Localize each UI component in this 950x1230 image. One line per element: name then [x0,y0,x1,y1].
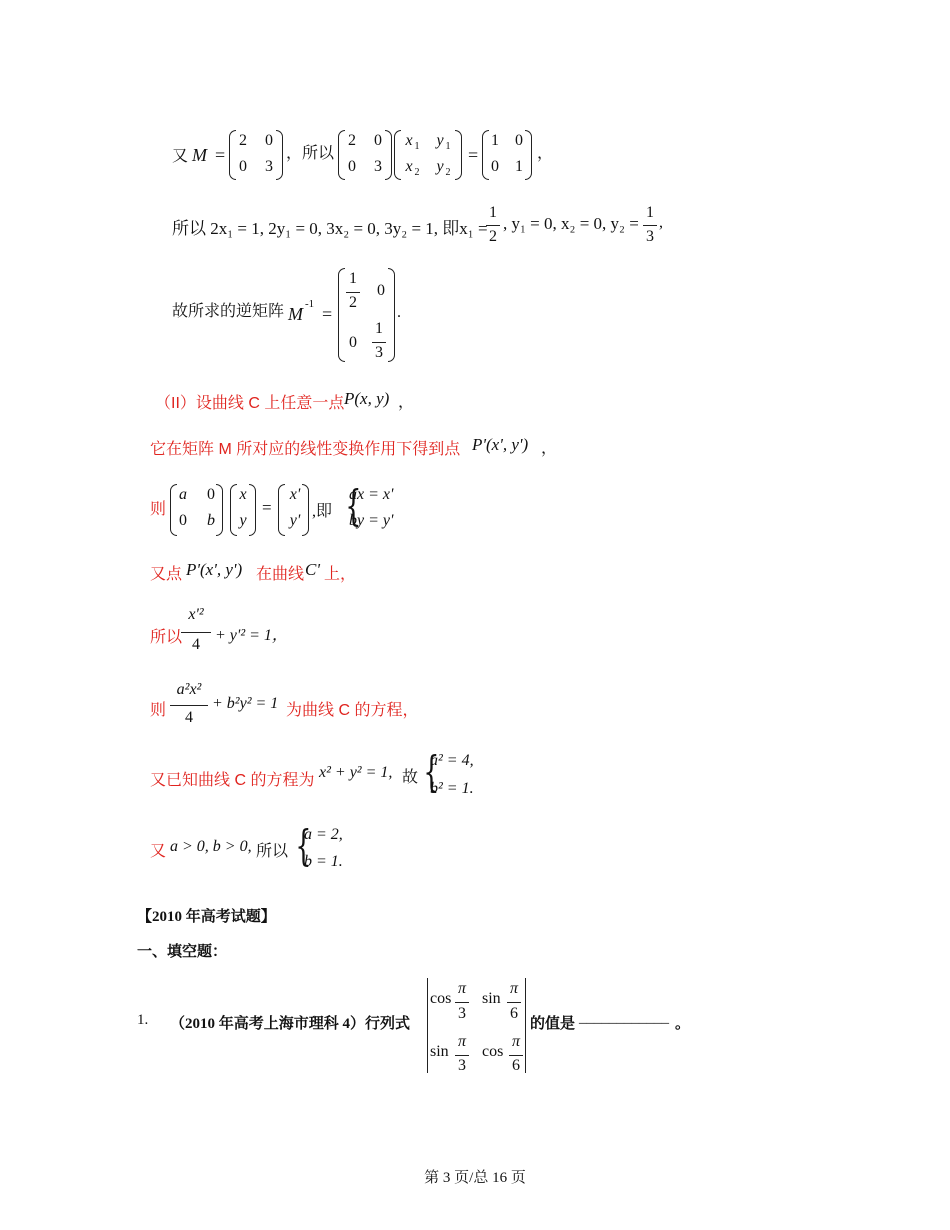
left-brace: { [345,481,362,530]
fraction-denominator: 4 [185,709,193,726]
matrix-cell: 2 [239,132,247,149]
right-paren [249,484,256,536]
left-paren [394,130,401,180]
matrix-cell: 0 [265,132,273,149]
matrix-cell: 0 [239,158,247,175]
left-paren [278,484,285,536]
fraction-denominator: 3 [375,344,383,361]
matrix-cell: 2 [348,132,356,149]
equals-sign: = [322,304,333,324]
fraction-bar [181,632,211,633]
left-brace: { [295,821,312,870]
fraction-bar [455,1055,469,1056]
fraction-numerator: π [457,1033,466,1050]
matrix-cell: 3 [265,158,273,175]
connector-text: ,即 [312,503,333,520]
point-p: P(x, y) [344,389,390,408]
matrix-cell: b [207,512,215,529]
fraction-numerator: a²x² [176,681,202,698]
part2-line7: 又已知曲线 C 的方程为 [150,772,315,789]
intro-text: 又 [172,148,189,165]
trig-function: sin [482,990,501,1007]
part2-line4-end: 上， [324,566,357,583]
right-paren [455,130,462,180]
right-paren [385,130,392,180]
trig-function: cos [482,1043,504,1060]
fraction-bar [170,705,208,706]
fraction-denominator: 3 [458,1057,466,1074]
var-x: x [405,158,413,175]
fraction-numerator: π [509,980,518,997]
punctuation: ， [537,145,554,162]
matrix-cell: 3 [374,158,382,175]
matrix-cell: a [179,486,187,503]
right-paren [525,130,532,180]
fraction-bar [346,292,360,293]
fraction-numerator: 1 [349,270,357,287]
fraction-bar [507,1002,521,1003]
part2-line3-label: 则 [150,501,167,518]
trig-function: cos [430,990,452,1007]
determinant-bar [427,978,428,1073]
matrix-cell: 0 [515,132,523,149]
equals-sign: = [468,145,479,165]
matrix-cell: 0 [491,158,499,175]
matrix-cell: 0 [349,334,357,351]
matrix-cell: 0 [348,158,356,175]
vector-cell: y' [289,512,301,529]
solution-equations: 所以 2x₁ = 1, 2y₁ = 0, 3x₂ = 0, 3y₂ = 1, 即x₁ = [172,219,488,238]
system-equation: a² = 4, [430,752,474,769]
fraction-bar [509,1055,523,1056]
fraction-denominator: 2 [489,228,497,245]
fraction-numerator: π [457,980,466,997]
matrix-cell: 0 [377,282,385,299]
matrix-symbol-m: M [288,304,303,324]
trig-function: sin [430,1043,449,1060]
question-text: （2010 年高考上海市理科 4）行列式 [170,1016,411,1032]
matrix-cell: 1 [491,132,499,149]
right-paren [388,268,395,362]
question-number: 1. [137,1012,149,1028]
system-equation: b = 1. [304,853,343,870]
fraction-numerator: π [511,1033,520,1050]
punctuation: ， [398,394,415,411]
system-equation: by = y' [349,512,394,529]
fraction-numerator: x'² [188,606,204,623]
connector-text: 故 [402,769,419,786]
punctuation: . [397,304,401,321]
part2-line6-end: 为曲线 C 的方程， [286,702,419,719]
left-paren [338,268,345,362]
fraction-bar [486,225,500,226]
left-brace: { [423,747,440,796]
punctuation: , [659,214,663,231]
superscript: -1 [305,298,315,310]
var-y: y [436,132,444,149]
connector-text: 所以 [256,843,289,860]
right-paren [276,130,283,180]
solution-equations-rest: , y₁ = 0, x₂ = 0, y₂ = [503,214,639,233]
fraction-bar [455,1002,469,1003]
part2-line1: （II）设曲线 C 上任意一点 [155,395,345,412]
part2-line8: 又 [150,843,167,860]
connector-text: ，所以 [286,145,335,162]
fraction-bar [643,225,657,226]
equals-sign: = [215,145,226,165]
punctuation: ， [541,440,558,457]
var-y: y [436,158,444,175]
punctuation: 。 [675,1016,691,1032]
right-paren [302,484,309,536]
matrix-cell: 1 [515,158,523,175]
left-paren [338,130,345,180]
var-x: x [405,132,413,149]
fraction-denominator: 6 [510,1005,518,1022]
vector-cell: x' [289,486,301,503]
fraction-bar [372,342,386,343]
condition-text: a > 0, b > 0, [170,838,252,855]
equation-rest: + y'² = 1， [215,627,288,644]
part2-line5: 所以 [150,629,183,646]
system-equation: a = 2, [304,826,343,843]
fraction-denominator: 3 [458,1005,466,1022]
question-end: 的值是 [530,1016,576,1032]
part2-line6: 则 [150,702,167,719]
vector-cell: x [239,486,247,503]
point-p-prime: P'(x', y') [186,560,243,579]
point-p-prime: P'(x', y') [472,435,529,454]
matrix-cell: 0 [374,132,382,149]
system-equation: ax = x' [349,486,394,503]
circle-equation: x² + y² = 1, [319,764,393,781]
left-paren [229,130,236,180]
fraction-numerator: 1 [489,204,497,221]
subscript: 2 [414,167,420,178]
matrix-cell: 0 [179,512,187,529]
fraction-numerator: 1 [646,204,654,221]
answer-blank[interactable]: ____________ [579,1010,669,1026]
part2-line2: 它在矩阵 M 所对应的线性变换作用下得到点 [150,441,461,458]
part2-line4: 又点 [150,566,183,583]
equals-sign: = [262,498,272,517]
vector-cell: y [239,512,247,529]
subscript: 1 [414,141,420,152]
page-footer: 第 3 页/总 16 页 [424,1170,526,1186]
system-equation: b² = 1. [430,780,474,797]
matrix-cell: 0 [207,486,215,503]
section-title: 【2010 年高考试题】 [137,909,276,925]
matrix-symbol-m: M [192,145,207,165]
right-paren [216,484,223,536]
section-subtitle: 一、填空题： [137,944,228,960]
curve-c-prime: C' [305,560,320,579]
fraction-denominator: 6 [512,1057,520,1074]
equation-rest: + b²y² = 1 [212,695,279,712]
fraction-denominator: 3 [646,228,654,245]
subscript: 2 [445,167,451,178]
inverse-label: 故所求的逆矩阵 [172,303,285,320]
subscript: 1 [445,141,451,152]
fraction-denominator: 4 [192,636,200,653]
part2-line4-mid: 在曲线 [256,566,305,583]
determinant-bar [525,978,526,1073]
fraction-numerator: 1 [375,320,383,337]
fraction-denominator: 2 [349,294,357,311]
